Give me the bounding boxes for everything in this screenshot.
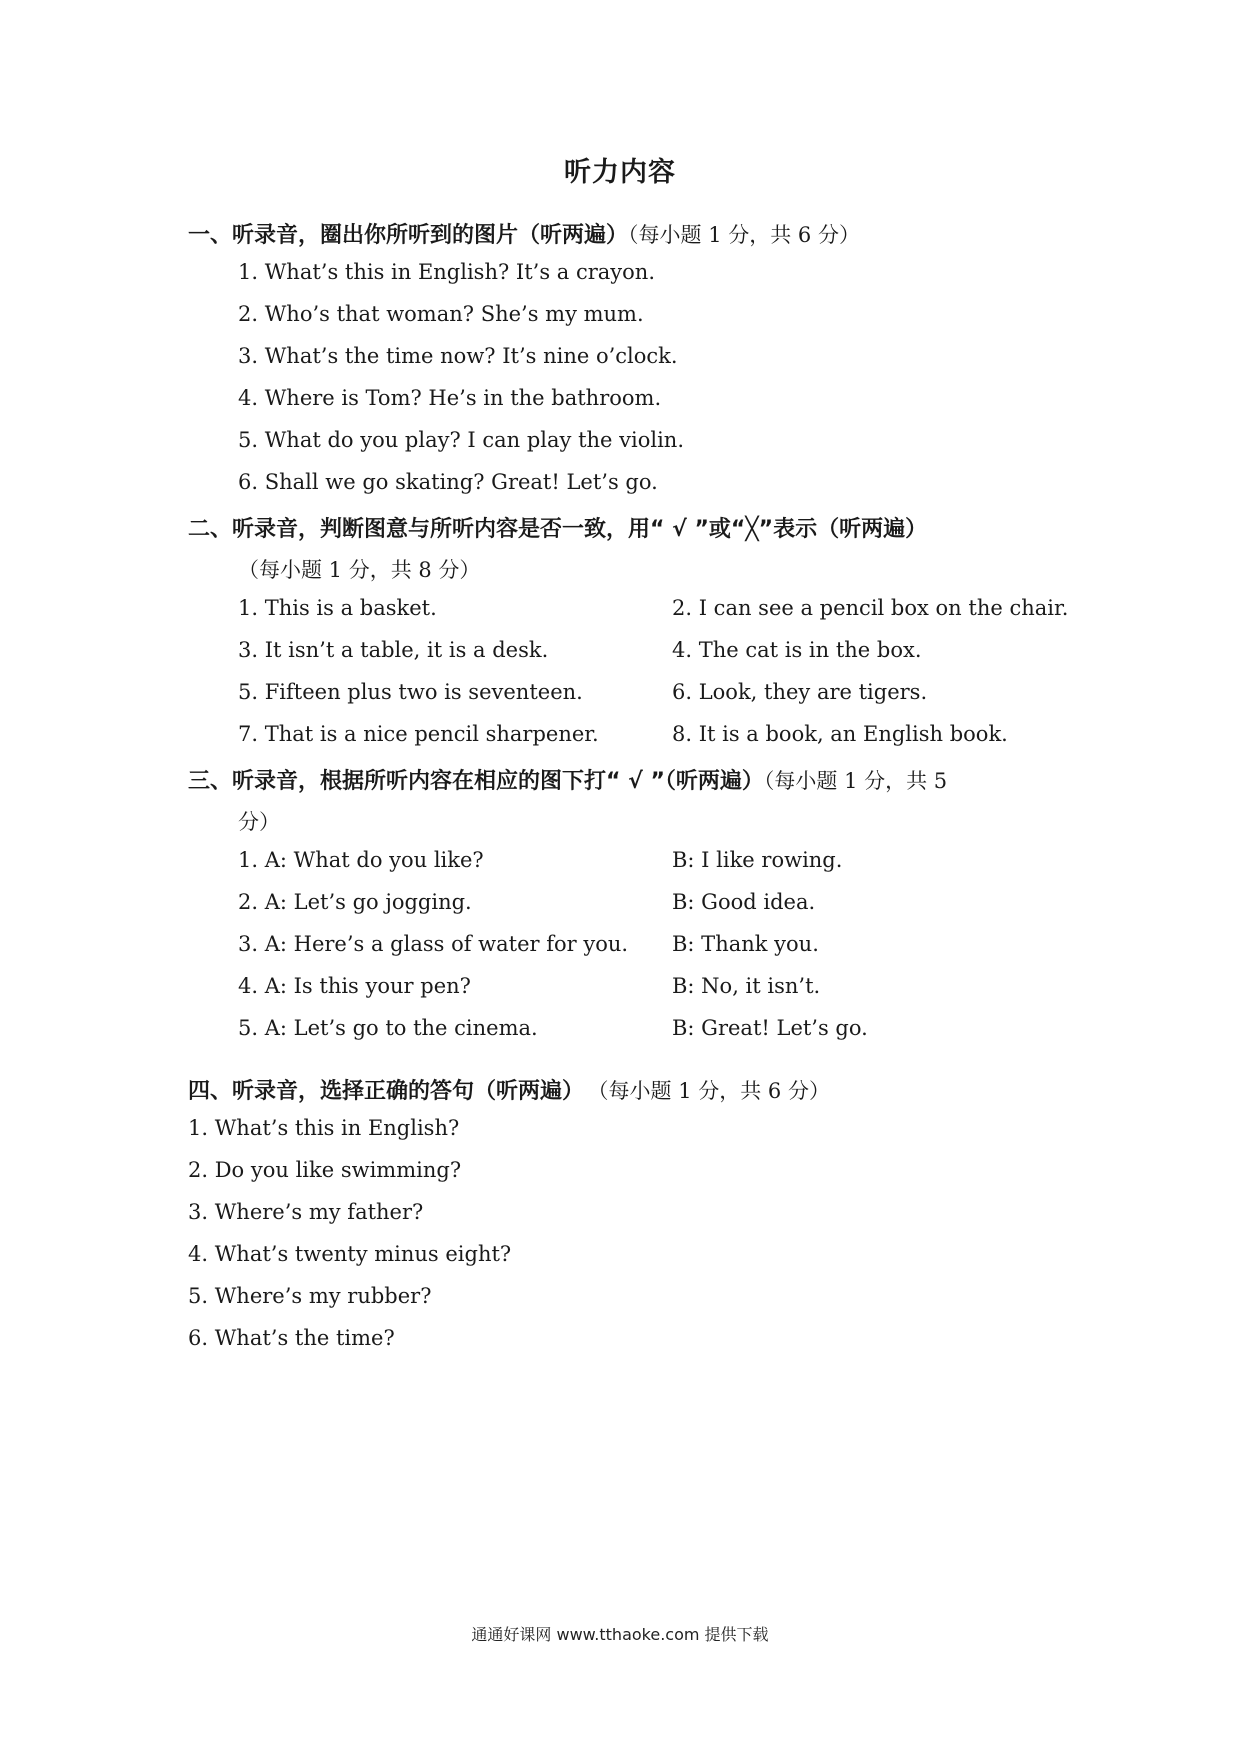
section2-item: 3. It isn’t a table, it is a desk. [238,638,549,662]
section2-item: 2. I can see a pencil box on the chair. [672,596,1069,620]
section3-item-a: 2. A: Let’s go jogging. [238,890,472,914]
section4-item: 1. What’s this in English? [188,1116,460,1140]
section3-item-b: B: No, it isn’t. [672,974,821,998]
section4-item: 4. What’s twenty minus eight? [188,1242,512,1266]
section1-item: 5. What do you play? I can play the violin. [238,428,684,452]
section1-item: 4. Where is Tom? He’s in the bathroom. [238,386,662,410]
section1-heading-text: 一、听录音，圈出你所听到的图片（听两遍） [188,223,629,248]
section3-item-a: 1. A: What do you like? [238,848,484,872]
section4-item: 3. Where’s my father? [188,1200,424,1224]
section3-item-b: B: Thank you. [672,932,819,956]
section1-item: 2. Who’s that woman? She’s my mum. [238,302,644,326]
page-title: 听力内容 [564,157,676,188]
section4-heading [188,1074,830,1105]
footer-credit: 通通好课网 www.tthaoke.com 提供下载 [471,1625,769,1644]
section4-note: （每小题 1 分，共 6 分） [598,1079,830,1103]
section2-heading: 二、听录音，判断图意与所听内容是否一致，用“ √ ”或“╳”表示（听两遍） [188,517,928,542]
section4-item: 2. Do you like swimming? [188,1158,462,1182]
section3-heading [188,764,947,795]
section2-item: 4. The cat is in the box. [672,638,922,662]
section3-item-a: 4. A: Is this your pen? [238,974,471,998]
section2-item: 7. That is a nice pencil sharpener. [238,722,599,746]
section2-item: 1. This is a basket. [238,596,437,620]
section3-item-b: B: Great! Let’s go. [672,1016,868,1040]
section4-heading-text: 四、听录音，选择正确的答句（听两遍） [188,1079,585,1104]
section1-note: （每小题 1 分，共 6 分） [628,223,860,247]
section1-heading [188,218,860,249]
section1-item: 3. What’s the time now? It’s nine o’clock. [238,344,678,368]
section4-item: 5. Where’s my rubber? [188,1284,432,1308]
section3-note: （每小题 1 分，共 5 [763,769,948,793]
section2-item: 8. It is a book, an English book. [672,722,1008,746]
section3-item-b: B: I like rowing. [672,848,843,872]
section3-item-a: 5. A: Let’s go to the cinema. [238,1016,538,1040]
section2-item: 6. Look, they are tigers. [672,680,928,704]
section3-item-a: 3. A: Here’s a glass of water for you. [238,932,629,956]
section3-item-b: B: Good idea. [672,890,816,914]
section2-item: 5. Fifteen plus two is seventeen. [238,680,583,704]
section3-note-cont: 分） [238,810,280,834]
section1-item: 6. Shall we go skating? Great! Let’s go. [238,470,658,494]
section3-heading-text: 三、听录音，根据所听内容在相应的图下打“ √ ”（听两遍） [188,769,764,794]
section4-item: 6. What’s the time? [188,1326,395,1350]
section1-item: 1. What’s this in English? It’s a crayon. [238,260,656,284]
section2-note: （每小题 1 分，共 8 分） [238,558,481,582]
